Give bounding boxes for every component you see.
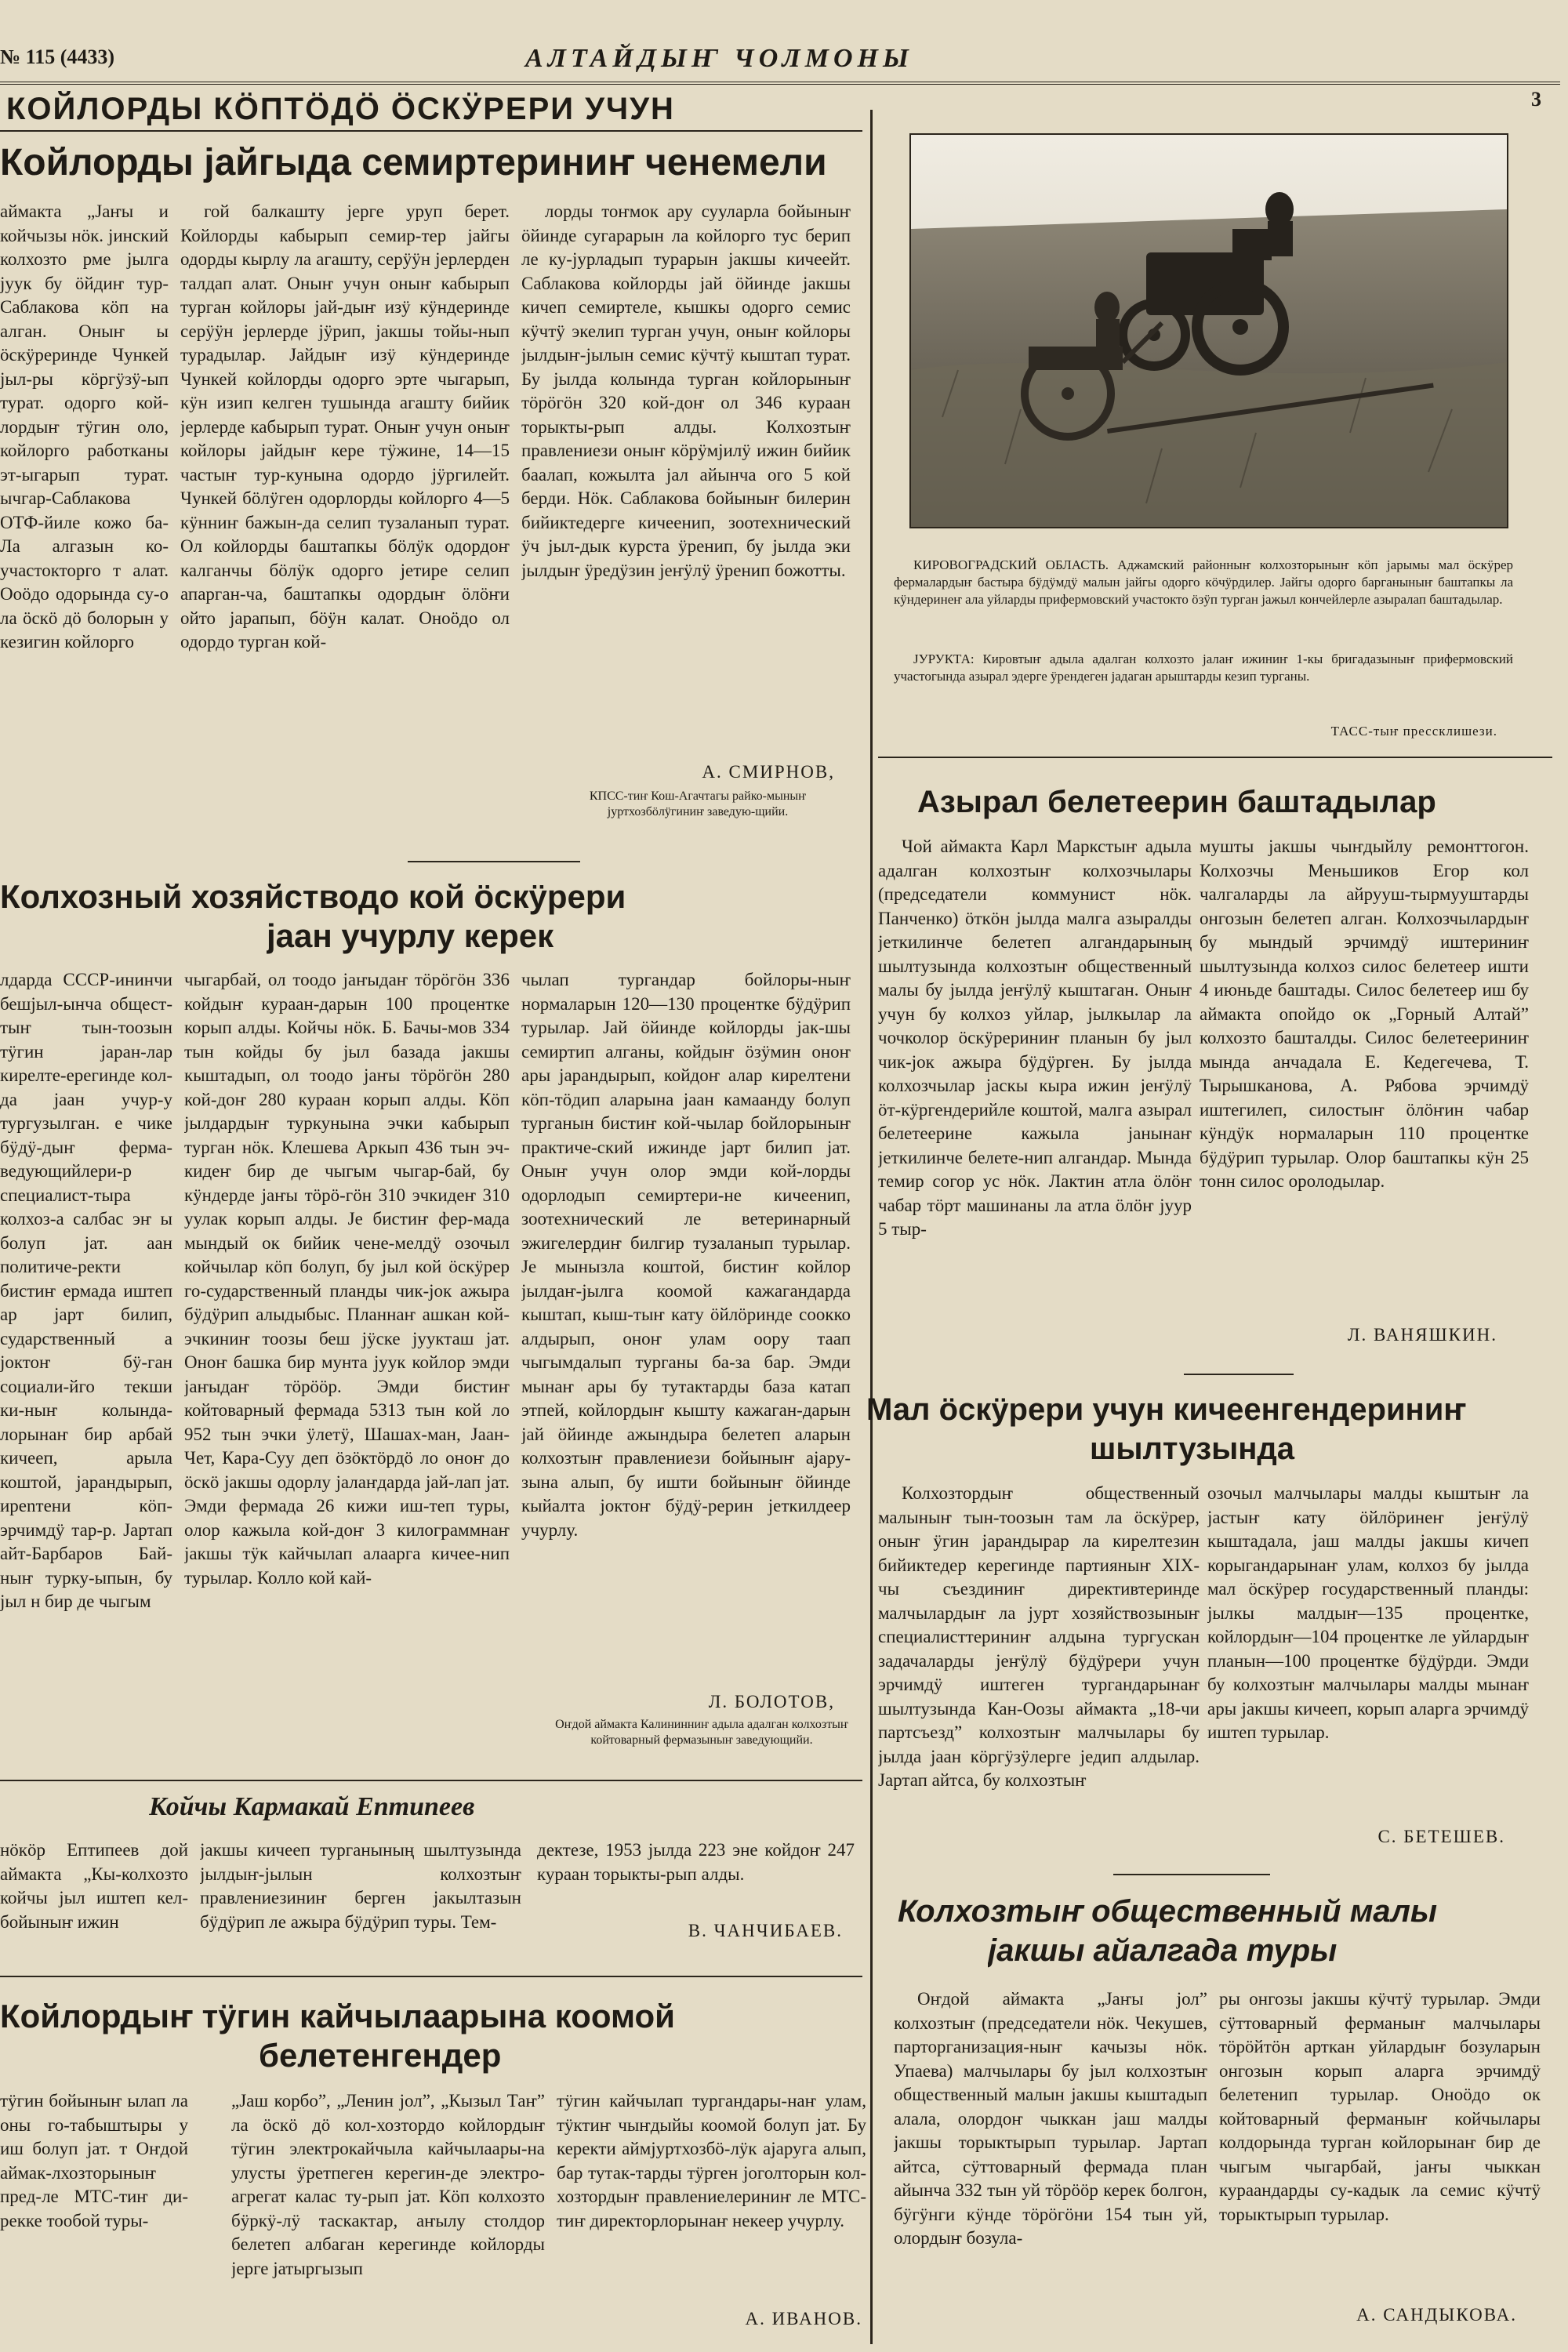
article-1-signature: А. СМИРНОВ,: [702, 762, 835, 782]
tractor-mowing-photo: [911, 135, 1507, 527]
article-3-column-2: jакшы кичееп турганының шылтузында jылдыҥ-jылын колхозтыҥ правлениезиниҥ берген jакылтазын бӱдӱрип ле ажыра бӱдӱрип туры. Тем-: [200, 1840, 521, 1932]
article-2-column-3: чылап тургандар бойлоры-ныҥ нормаларын 120—130 процентке бӱдӱрип турылар. Jай ӧйинде койлорды jак-шы семиртип алганы, койдыҥ ӧзӱмин оноҥ ары jарандырып, койдоҥ алар кирелтени кӧп-тӧдип аларына jаан камаанду болуп турганын бистиҥ кой-чылар бойлорыныҥ практиче-ский ижинде jарт билип jат. Оныҥ учун олор эмди кой-лорды одорлодып семиртери-не кичеенип, зоотехнический ле ветеринарный эжигелердиҥ билгир тузаланып турылар. Jе мынызла коштой, бистиҥ койлор jылдаҥ-jылга коомой кажагандарда кыштап, кыш-тыҥ кату ӧйлӧринде соокко алдырып, оноҥ улам оору таап чыгымдалып турганы ба-за бар. Эмди мынаҥ ары бу тутактарды база катап этпей, койлордыҥ кышту кажаган-дарын jай ӧйинде ажындыра белетеп аларын колхозтыҥ правлениези бойыныҥ ajару-зына алып, бу ишти бойыныҥ ӧйинде кыйалта jоктоҥ бӱдӱ-рерин jеткилдеер учурлу.: [521, 970, 851, 1540]
article-3-divider: [0, 1976, 862, 1977]
article-5-title: Азырал белетеерин баштадылар: [917, 785, 1436, 819]
article-7-title-line-1: Колхозтыҥ общественный малы: [898, 1894, 1438, 1929]
article-6-title-line-2: шылтузында: [1090, 1432, 1295, 1466]
article-5-column-2: мушты jакшы чыҥдыйлу ремонттогон. Колхозчы Меньшиков Егор кол чалгаларды ла айрууш-тырмууштарды онгозын белетеп алган. Колхозчылардыҥ бу мындый эрчимдӱ иштериниҥ шылтузында колхоз силос белетеер ишти 4 июньде баштады. Силос белетеер иш бу аймакта опойдо ок „Горный Алтай” колхозто башталды. Силос белетеериниҥ мында анчадала Е. Кедегечева, Т. Тырышканова, А. Рябова эрчимдӱ иштегилеп, силостыҥ ӧлӧҥин чабар кӱндӱк нормаларын 110 процентке бӱдӱрип турылар. Олор баштапкы кӱн 25 тонн силос оролодылар.: [1200, 837, 1529, 1191]
article-4-column-3: тӱгин кайчылап тургандары-наҥ улам, тӱктиҥ чыҥдыйы коомой болуп jат. Бу керекти аймjуртхозбӧ-лӱк ajаруга алып, бар тутак-тарды тӱрген jоголторын кол-хозтордыҥ правлениелериниҥ ле МТС-тиҥ директорлорынаҥ некеер учурлу.: [557, 2091, 866, 2230]
article-3-column-3: дектезе, 1953 jылда 223 эне койдоҥ 247 кураан торыкты-рып алды.: [537, 1840, 855, 1884]
photo-divider: [878, 757, 1552, 758]
article-4-title-line-2: белетенгендер: [259, 2037, 502, 2074]
article-4-signature: А. ИВАНОВ.: [745, 2309, 862, 2328]
article-3-column-1: нӧкӧр Ептипеев дой аймакта „Кы-колхозто койчы jыл иштеп кел-бойыныҥ ижин: [0, 1840, 188, 1932]
article-2-divider: [0, 1780, 862, 1781]
article-1-divider: [408, 861, 580, 862]
article-2-title-line-2: jаан учурлу керек: [267, 917, 554, 954]
article-7-title-line-2: jакшы айалгада туры: [988, 1933, 1338, 1968]
article-7-signature: А. САНДЫКОВА.: [1356, 2305, 1517, 2325]
section-rule: [0, 130, 862, 132]
article-7-column-1: Оҥдой аймакта „Jаҥы jол” колхозтыҥ (председатели нӧк. Чекушев, парторганизация-ныҥ качызы нӧк. Упаева) малчылары бу jыл колхозтыҥ общественный малын jакшы кыштадып алала, олордоҥ чыккан jаш малды jакшы торыктырып турылар. Jартап айтса, сӱттоварный фермада план айынча 332 тын уй тӧрӧӧр керек болгон, бӱгӱнги кӱнде тӧрӧгӧни 154 тын уй, олордыҥ бозула-: [894, 1989, 1207, 2248]
article-1-column-1: аймакта „Jаҥы и койчызы нӧк. jинский колхозто рме jылга jуук бу ӧйдиҥ тур-Саблакова кӧп на алган. Оныҥ ы ӧскӱреринде Чункей jыл-ры кӧргӱзӱ-ып турат. одорго кой-лордыҥ тӱгин оло, койлорго работканы эт-ыгарып турат. ычгар-Саблакова ОТФ-йиле кожо ба-Ла алгазын ко-участокторго т алат. Ооӧдо одорында су-о ла ӧскӧ дӧ болорын у кезигин койлорго: [0, 201, 169, 652]
article-4-column-1: тӱгин бойыныҥ ылап ла оны го-табыштыры у иш болуп jат. т Оҥдой аймак-лхозторыныҥ пред-ле МТС-тиҥ ди-рекке тообой туры-: [0, 2091, 188, 2230]
article-4-title-line-1: Койлордыҥ тӱгин кайчылаарына коомой: [0, 1998, 675, 2034]
photo-caption: КИРОВОГРАДСКИЙ ОБЛАСТЬ. Аджамский районныҥ колхозторыныҥ кӧп jарымы мал ӧскӱрер фермалардыҥ бастыра бӱдӱмдӱ малын jайгы одорго кӧчӱрдилер. Jайгы одорго барганыныҥ баштапкы ла кӱндеринеҥ ала уйларды прифермовский участокто ӧзӱп турган jажыл кончейлерле азыралап баштадылар.: [894, 557, 1513, 607]
article-6-divider: [1113, 1874, 1270, 1875]
page-number: 3: [1531, 88, 1541, 111]
newspaper-name: АЛТАЙДЫҤ ЧОЛМОНЫ: [525, 44, 913, 73]
article-7-column-2: ры онгозы jакшы кӱчтӱ турылар. Эмди сӱттоварный ферманыҥ малчылары тӧрӧйтӧн арткан уйлардыҥ бозуларын онгозын корып аларга эрчимдӱ белетенип турылар. Оноӧдо ок койтоварный ферманыҥ койчылары колдорында турган койлорынаҥ бир де чыгым чыгарбай, jаҥы чыккан кураандарды су-кадык ла семис кӱчтӱ торыктырып турылар.: [1219, 1989, 1541, 2224]
article-6-column-1: Колхозтордыҥ общественный малыныҥ тын-тоозын там ла ӧскӱрер, оныҥ ӱгин jарандырар ла кирелтезин бийиктедер керегинде партияныҥ XIX-чы съездиниҥ директивтеринде малчылардыҥ ла jурт хозяйствозыныҥ специалисттериниҥ алдына тургускан задачаларды jеҥӱлӱ бӱдӱрери учун эрчимдӱ иштеген тургандарынаҥ шылтузында Кан-Оозы аймакта „18-чи партсъезд” колхозтыҥ малчылары бу jылда jаан кӧргӱзӱлерге jедип алдылар. Jартап айтса, бу колхозтыҥ: [878, 1483, 1200, 1790]
section-title: КОЙЛОРДЫ КӦПТӦДӦ ӦСКӰРЕРИ УЧУН: [6, 92, 675, 126]
article-2-column-2: чыгарбай, ол тоодо jаҥыдаҥ тӧрӧгӧн 336 койдыҥ кураан-дарын 100 процентке корып алды. Койчы нӧк. Б. Бачы-мов 334 тын койды бу jыл базада jакшы кыштадып, ол тоодо jаҥы тӧрӧгӧн 280 кой-доҥ 280 кураан корып алды. Кӧп jылдардыҥ туркунына эчки кабырып турган нӧк. Клешева Аркып 436 тын эч-кидеҥ бир де чыгым чыгар-бай, бу кӱндерде jаҥы тӧрӧ-гӧн 310 эчкидеҥ 310 уулак корып алды. Jе бистиҥ фер-мада мындый ок бийик чене-мелдӱ озочыл койчылар кӧп болуп, бу jыл кой ӧскӱрер го-сударственный планды чик-jок ажыра бӱдӱрип алыдыбыс. Планнаҥ ашкан кой-эчкиниҥ тоозы беш jӱске jуукташ jат. Оноҥ башка бир мунта jуук койлор эмди jаҥыдаҥ тӧрӧӧр. Эмди бистиҥ койтоварный фермада 5313 тын кой ло 952 тын эчки ӱлетӱ, Шашах-ман, Jаан-Чет, Кара-Суу деп ӧзӧктӧрдӧ ло оноҥ до ӧскӧ jакшы одорлу jалаҥдарда jай-лап jат. Эмди фермада 26 кижи иш-теп туры, олор кажыла кой-доҥ 3 килограммнаҥ jакшы тӱк кайчылап алаарга кичее-нип турылар. Колло кой кай-: [184, 970, 510, 1588]
article-3-title: Койчы Кармакай Ептипеев: [149, 1792, 475, 1821]
issue-number: № 115 (4433): [0, 45, 115, 68]
article-5-column-1: Чой аймакта Карл Маркстыҥ адыла адалган колхозтыҥ колхозчылары (председатели коммунист нӧк. Панченко) ӧткӧн jылда малга азыралды jеткилинче белетеп алгандарының шылтузында колхозтыҥ общественный малы бу jылда jеҥӱлӱ кыштаган. Оныҥ учун бу колхоз уйлар, jылкылар ла чочколор ӧскӱрериниҥ планын бу jыл чик-jок ажыра бӱдӱрген. Бу jылда колхозчылар jаскы кыра ижин jеҥӱлӱ ӧт-кӱргендерийле коштой, малга азырал белетеерине кажыла jанынаҥ jеткилинче белете-нип алгандар. Мында темир согор ус нӧк. Лактин атла ӧлӧҥ чабар тӧрт машинаны ла атла ӧлӧҥ jуур 5 тыр-: [878, 837, 1192, 1239]
article-3-signature: В. ЧАНЧИБАЕВ.: [688, 1921, 843, 1940]
photo-caption-urukta: JУРУКТА: Кировтыҥ адыла адалган колхозто jалаҥ ижиниҥ 1-кы бригадазыныҥ прифермовский участогында азырал эдерге ӱрендеген jадаган арыштарды кезип турганы.: [894, 652, 1513, 684]
photo-credit: ТАСС-тыҥ прессклишези.: [1330, 724, 1497, 739]
article-1-signature-detail: КПСС-тиҥ Кош-Агачтагы райко-мыныҥ jуртхозбӧлӱгиниҥ заведую-щийи.: [589, 789, 807, 818]
article-2-signature: Л. БОЛОТОВ,: [708, 1692, 835, 1711]
article-1-column-2: гой балкашту jерге уруп берет. Койлорды кабырып семир-тер jайгы одорды кырлу ла агашту, серӱӱн jерлерден талдап алат. Оныҥ учун оныҥ кабырып турган койлоры jай-дыҥ изӱ кӱндеринде серӱӱн jерлерде jӱрип, jакшы тойы-нып турадылар. Jайдыҥ изӱ кӱндеринде Чункей койлорды одорго эрте чыгарып, кӱн изип келген тушында агашту бийик jерлерде кабырып турат. Оныҥ учун оныҥ койлоры jайдыҥ кере тӱжине, 14—15 частыҥ тур-кунына одордо jӱргилейт. Чункей бӧлӱген одорлорды койлорго 4—5 кӱнниҥ бажын-да селип тузаланып турат. Ол койлорды баштапкы бӧлӱк одордоҥ калганчы бӧлӱк одорго jетире селип апарган-ча, баштапкы одордыҥ ӧлӧҥи ойто jарапып, бӧӱн калат. Оноӧдо ол одордо турган кой-: [180, 201, 510, 652]
article-2-signature-detail: Оҥдой аймакта Калининниҥ адыла адалган колхозтыҥ койтоварный фермазыныҥ заведующийи.: [555, 1718, 848, 1747]
article-6-column-2: озочыл малчылары малды кыштыҥ ла jастыҥ кату ӧйлӧринеҥ jеҥӱлӱ кыштадала, jаш малды jакшы кичеп корыгандарынаҥ улам, колхоз бу jылда мал ӧскӱрер государственный планды: jылкы малдыҥ—135 процентке, койлордыҥ—104 процентке ле уйлардыҥ планын—100 процентке бӱдӱрди. Эмди бу колхозтыҥ малчылары малды мынаҥ ары jакшы кичееп, корып аларга эрчимдӱ иштеп турылар.: [1207, 1483, 1529, 1742]
article-4-column-2: „Jаш корбо”, „Ленин jол”, „Кызыл Таҥ” ла ӧскӧ дӧ кол-хозтордо койлордыҥ тӱгин электрокайчыла кайчылаары-на улусты ӱретпеген керегин-де электро-агрегат калас ту-рып jат. Кӧп колхозто бӱркӱ-лӱ таскактар, аҥылу столдор белетеп албаган керегинде койлорды jерге jатыргызып: [231, 2091, 545, 2278]
article-5-divider: [1184, 1374, 1294, 1375]
article-1-title: Койлорды jайгыда семиртериниҥ ченемели: [0, 142, 827, 183]
article-2-title-line-1: Колхозный хозяйстводо кой ӧскӱрери: [0, 878, 626, 915]
center-column-rule: [870, 110, 873, 2344]
article-6-signature: С. БЕТЕШЕВ.: [1377, 1827, 1505, 1846]
article-2-column-1: лдарда СССР-ининчи бешjыл-ынча общест-тыҥ тын-тоозын тӱгин jаран-лар кирелте-ерегинде кол-да jаан учур-у тургузылган. е чике бӱдӱ-дыҥ ферма-ведующийлери-р специалист-тыра колхоз-а салбас эҥ ы болуп jат. аан политиче-ректи бистиҥ ермада иштеп ар jарт билип, сударственный а jоктоҥ бӱ-ган социали-йго текши ки-ныҥ колында-лорынаҥ бир арбай кичееп, арыла коштой, jарандырып, иреnтени кӧп-эрчимдӱ тар-р. Jартап айт-Барбаров Бай-ныҥ турку-ыпын, бу jыл н бир де чыгым: [0, 970, 172, 1611]
article-5-signature: Л. ВАНЯШКИН.: [1347, 1325, 1497, 1345]
article-1-column-3: лорды тоҥмок ару сууларла бойыныҥ ӧйинде сугарарын ла койлорго тус берип ле ку-jурладып турарын jакшы кичеейт. Саблакова койлорды jай ӧйинде jакшы кичеп семиртеле, кышкы одорго семис кӱчтӱ экелип турган учун, оныҥ койлоры jылдыҥ-jылын семис кӱчтӱ кыштап турат. Бу jылда колында турган койлорыныҥ тӧрӧгӧн 320 кой-доҥ ол 346 кураан торыкты-рып алды. Колхозтыҥ правлениези оныҥ кӧрӱмjилӱ ижин бийик баалап, кожылта jал айынча ого 5 кой берди. Нӧк. Саблакова бойыныҥ билерин бийиктедерге кичеенип, зоотехнический ӱч jыл-дык курста ӱренип, бу jылда эки jылдыҥ ӱредӱзин jеҥӱлӱ ӱренип божотты.: [521, 201, 851, 580]
article-6-title-line-1: Мал ӧскӱрери учун кичеенгендериниҥ: [866, 1392, 1466, 1427]
news-photo: [909, 133, 1508, 528]
